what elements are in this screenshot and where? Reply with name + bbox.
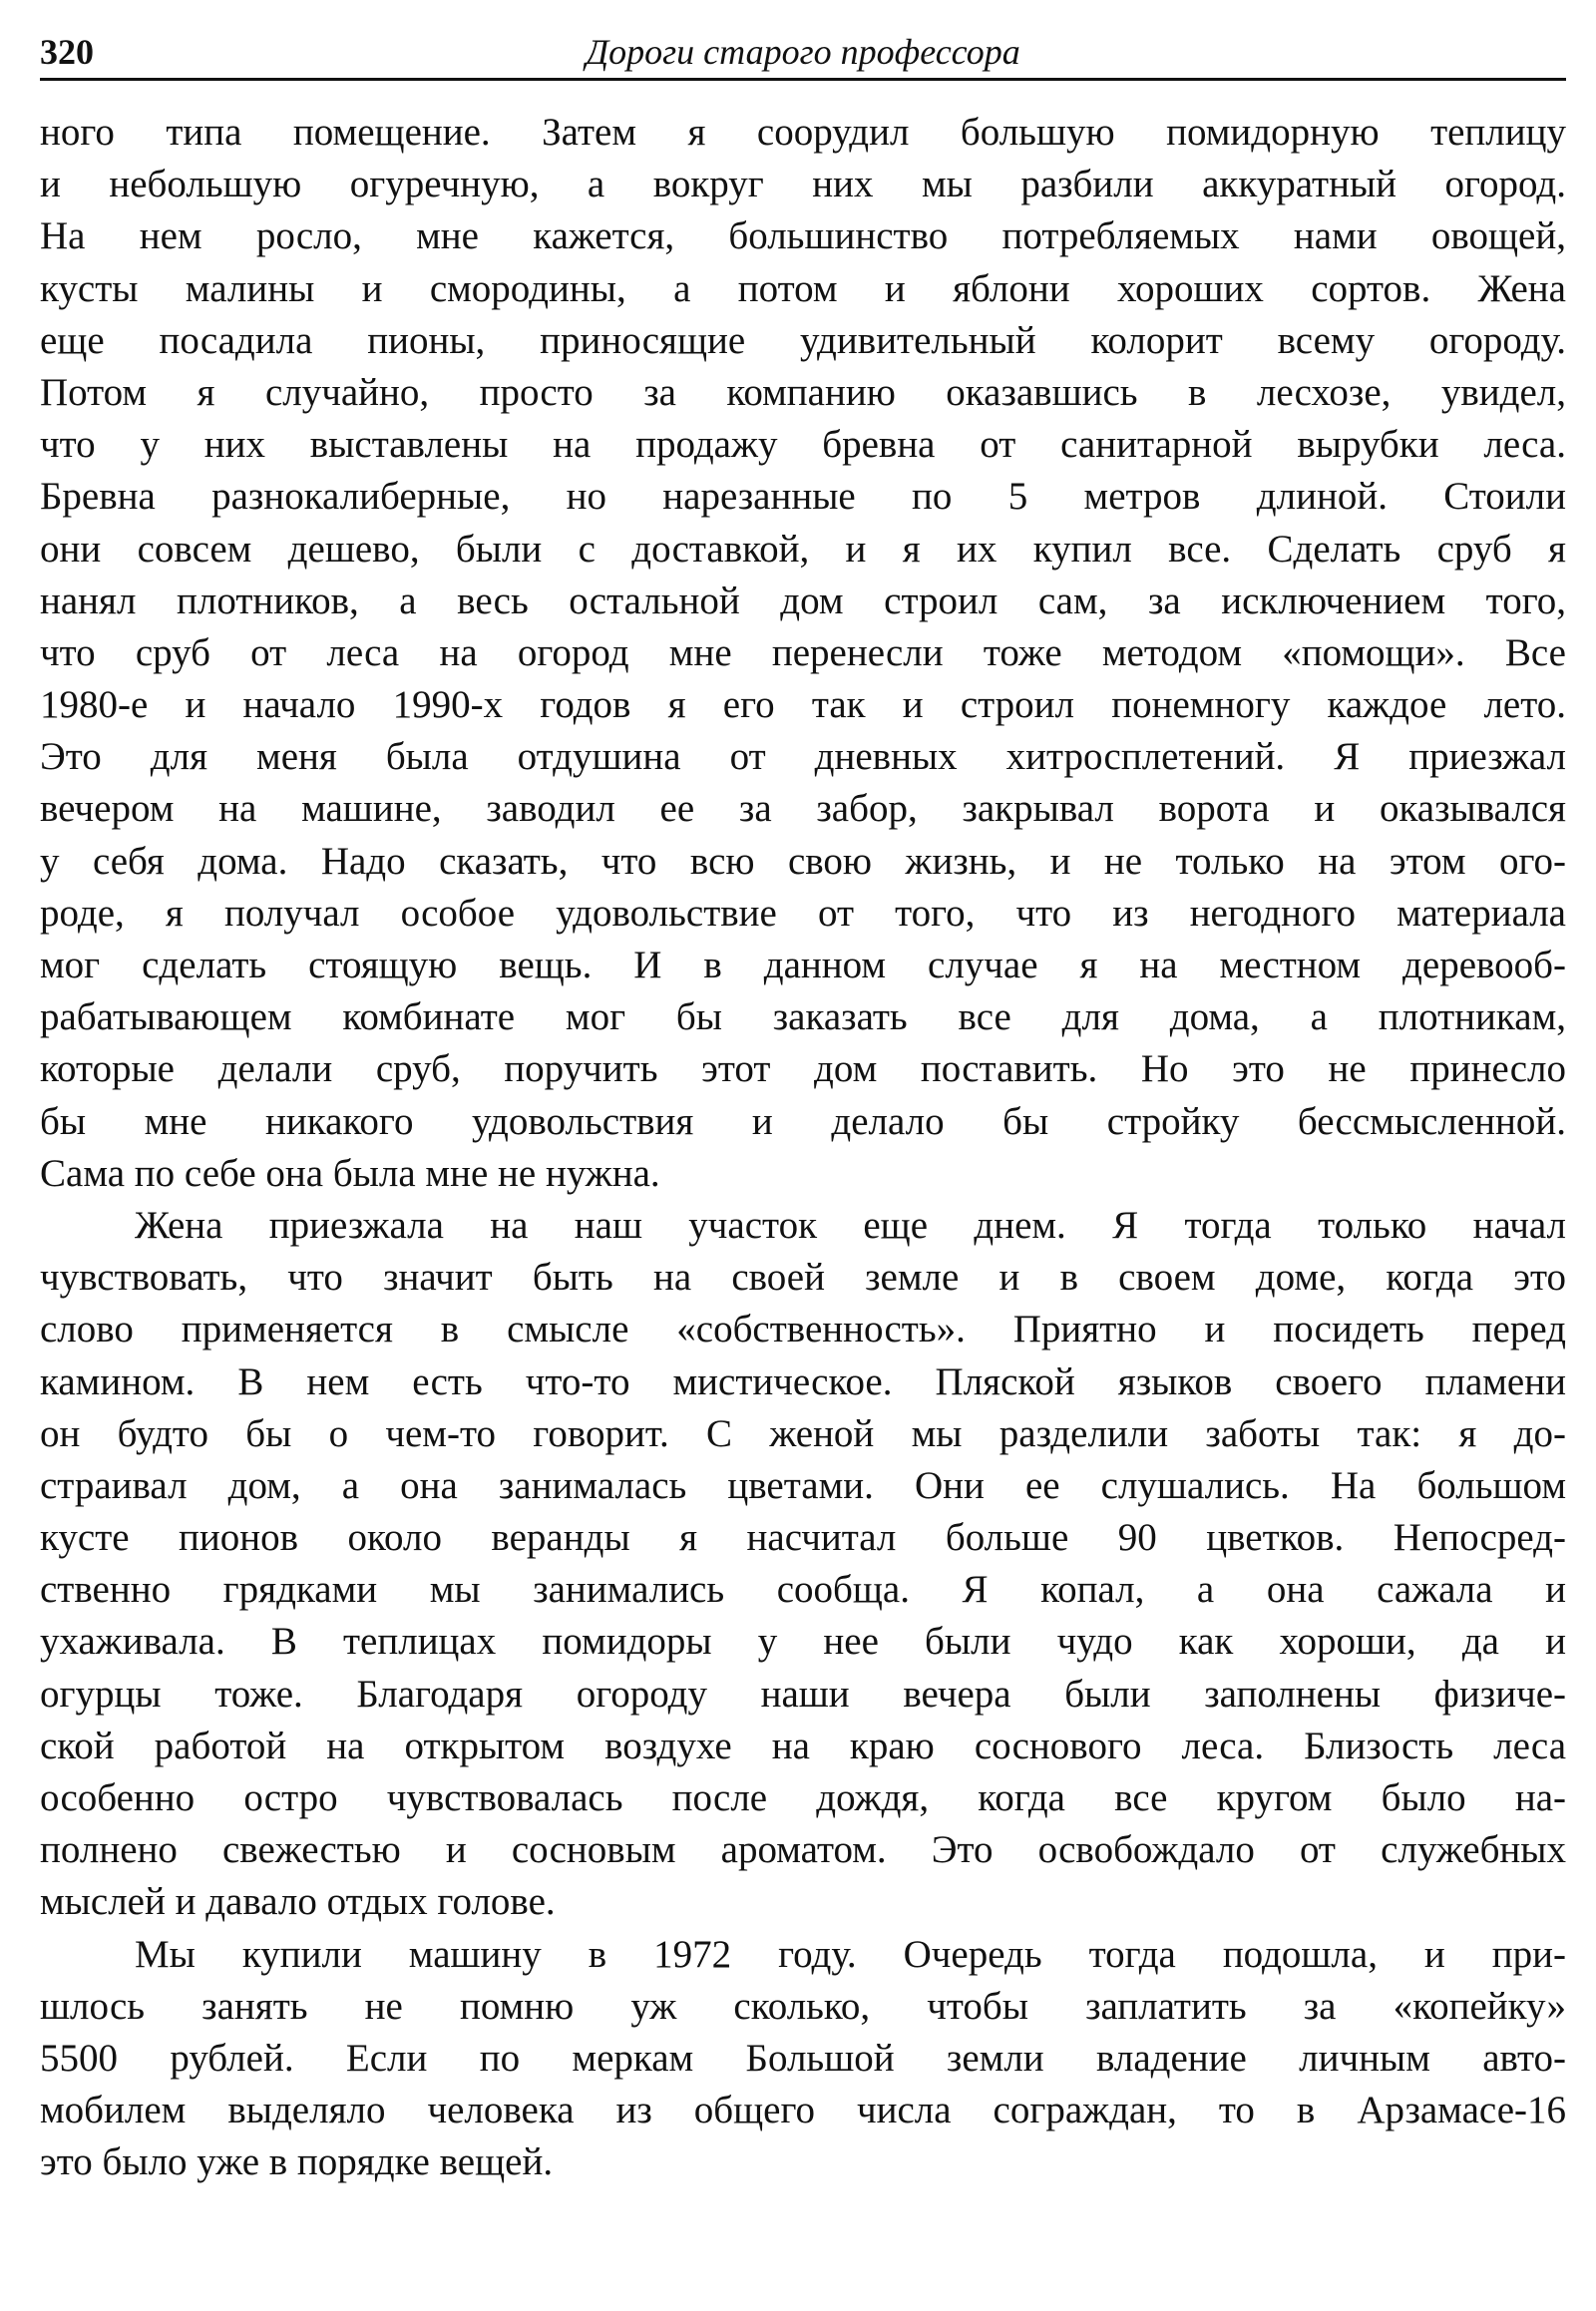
- text-line: бы мне никакого удовольствия и делало бы стройку бессмысленной.: [40, 1099, 1566, 1143]
- text-line: ственно грядками мы занимались сообща. Я копал, а она сажала и: [40, 1568, 1566, 1612]
- text-line: 5500 рублей. Если по меркам Большой земли владение личным авто-: [40, 2036, 1566, 2080]
- text-line: Бревна разнокалиберные, но нарезанные по 5 метров длиной. Стоили: [40, 475, 1566, 519]
- text-line: кусты малины и смородины, а потом и яблони хороших сортов. Жена: [40, 266, 1566, 310]
- text-line: На нем росло, мне кажется, большинство потребляемых нами овощей,: [40, 214, 1566, 258]
- text-line: и небольшую огуречную, а вокруг них мы разбили аккуратный огород.: [40, 163, 1566, 206]
- running-header: [40, 28, 1566, 81]
- text-line: Жена приезжала на наш участок еще днем. Я тогда только начал: [135, 1203, 1566, 1247]
- text-line: кусте пионов около веранды я насчитал больше 90 цветков. Непосред-: [40, 1516, 1566, 1560]
- text-line: еще посадила пионы, приносящие удивительный колорит всему огороду.: [40, 318, 1566, 362]
- book-page: [40, 28, 1566, 2189]
- page-number: 320: [40, 32, 94, 72]
- text-line: страивал дом, а она занималась цветами. Они ее слушались. На большом: [40, 1463, 1566, 1507]
- text-line: которые делали сруб, поручить этот дом поставить. Но это не принесло: [40, 1047, 1566, 1091]
- page-body-text: [40, 107, 1566, 2189]
- text-line: это было уже в порядке вещей.: [40, 2140, 554, 2184]
- text-line: роде, я получал особое удовольствие от того, что из негодного материала: [40, 891, 1566, 935]
- text-line: огурцы тоже. Благодаря огороду наши вечера были заполнены физиче-: [40, 1672, 1566, 1716]
- text-line: Потом я случайно, просто за компанию оказавшись в лесхозе, увидел,: [40, 370, 1566, 414]
- text-line: ухаживала. В теплицах помидоры у нее были чудо как хороши, да и: [40, 1620, 1566, 1664]
- text-line: у себя дома. Надо сказать, что всю свою жизнь, и не только на этом ого-: [40, 839, 1566, 883]
- text-line: нанял плотников, а весь остальной дом строил сам, за исключением того,: [40, 578, 1566, 622]
- text-line: они совсем дешево, были с доставкой, и я их купил все. Сделать сруб я: [40, 527, 1566, 571]
- book-title: Дороги старого профессора: [586, 32, 1020, 72]
- text-line: слово применяется в смысле «собственность». Приятно и посидеть перед: [40, 1308, 1566, 1351]
- text-line: вечером на машине, заводил ее за забор, закрывал ворота и оказывался: [40, 787, 1566, 831]
- text-line: рабатывающем комбинате мог бы заказать все для дома, а плотникам,: [40, 995, 1566, 1039]
- text-line: Мы купили машину в 1972 году. Очередь тогда подошла, и при-: [135, 1932, 1566, 1976]
- paragraph: [40, 1929, 1566, 2189]
- text-line: камином. В нем есть что-то мистическое. Пляской языков своего пламени: [40, 1359, 1566, 1403]
- text-line: 1980-е и начало 1990-х годов я его так и строил понемногу каждое лето.: [40, 683, 1566, 727]
- text-line: шлось занять не помню уж сколько, чтобы заплатить за «копейку»: [40, 1984, 1566, 2028]
- text-line: он будто бы о чем-то говорит. С женой мы разделили заботы так: я до-: [40, 1411, 1566, 1455]
- text-line: мог сделать стоящую вещь. И в данном случае я на местном деревооб-: [40, 944, 1566, 986]
- text-line: ской работой на открытом воздухе на краю соснового леса. Близость леса: [40, 1724, 1566, 1767]
- text-line: чувствовать, что значит быть на своей земле и в своем доме, когда это: [40, 1256, 1566, 1300]
- text-line: что у них выставлены на продажу бревна от санитарной вырубки леса.: [40, 423, 1566, 467]
- paragraph: [40, 1200, 1566, 1929]
- text-line: Это для меня была отдушина от дневных хитросплетений. Я приезжал: [40, 735, 1566, 779]
- text-line: мыслей и давало отдых голове.: [40, 1880, 556, 1924]
- text-line: полнено свежестью и сосновым ароматом. Это освобождало от служебных: [40, 1828, 1566, 1872]
- text-line: мобилем выделяло человека из общего числа сограждан, то в Арзамасе-16: [40, 2089, 1566, 2132]
- text-line: особенно остро чувствовалась после дождя, когда все кругом было на-: [40, 1776, 1566, 1819]
- text-line: что сруб от леса на огород мне перенесли тоже методом «помощи». Все: [40, 630, 1566, 674]
- text-line: ного типа помещение. Затем я соорудил большую помидорную теплицу: [40, 111, 1566, 154]
- paragraph: [40, 107, 1566, 1200]
- text-line: Сама по себе она была мне не нужна.: [40, 1151, 660, 1195]
